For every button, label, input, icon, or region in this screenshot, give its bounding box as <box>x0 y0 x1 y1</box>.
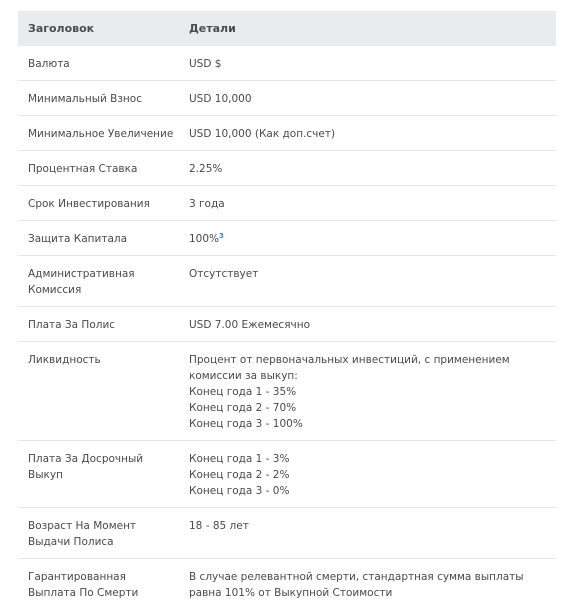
detail-text: Конец года 1 - 35% <box>189 386 297 398</box>
detail-text: USD 7.00 Ежемесячно <box>189 319 311 331</box>
detail-line <box>189 161 552 177</box>
row-details <box>179 342 556 441</box>
row-details <box>179 186 556 221</box>
row-label: Плата За Полис <box>18 307 179 342</box>
detail-text: 3 года <box>189 198 225 210</box>
detail-line <box>189 126 552 142</box>
detail-text: Конец года 3 - 100% <box>189 418 303 430</box>
row-label: Ликвидность <box>18 342 179 441</box>
row-details <box>179 559 556 610</box>
header-details: Детали <box>179 11 556 46</box>
detail-line <box>189 518 552 534</box>
detail-text: 2.25% <box>189 163 223 175</box>
table-row <box>18 46 556 81</box>
table-row <box>18 441 556 508</box>
row-label: Валюта <box>18 46 179 81</box>
detail-text: Конец года 2 - 70% <box>189 402 297 414</box>
row-label: Гарантированная Выплата По Смерти <box>28 571 139 599</box>
detail-text: Конец года 3 - 0% <box>189 485 290 497</box>
row-label: Процентная Ставка <box>18 151 179 186</box>
row-details <box>179 81 556 116</box>
table-row <box>18 116 556 151</box>
detail-text: Конец года 1 - 3% <box>189 453 290 465</box>
detail-line <box>189 317 552 333</box>
header-title: Заголовок <box>18 11 179 46</box>
detail-text: USD 10,000 (Как доп.счет) <box>189 128 336 140</box>
row-label: Минимальное Увеличение <box>18 116 179 151</box>
row-details <box>179 307 556 342</box>
detail-line <box>189 231 552 247</box>
detail-line <box>189 91 552 107</box>
detail-text: 18 - 85 лет <box>189 520 249 532</box>
detail-line <box>189 467 552 483</box>
detail-line <box>189 196 552 212</box>
detail-line <box>189 266 552 282</box>
footnote-marker[interactable]: 3 <box>219 232 224 240</box>
table-row <box>18 256 556 307</box>
detail-line <box>189 352 552 384</box>
row-details <box>179 221 556 256</box>
detail-text: USD 10,000 <box>189 93 252 105</box>
row-label: Плата За Досрочный Выкуп <box>18 441 179 508</box>
detail-line <box>189 451 552 467</box>
row-details <box>179 256 556 307</box>
detail-line <box>189 56 552 72</box>
detail-text: Отсутствует <box>189 268 259 280</box>
detail-line <box>189 569 552 601</box>
product-details-table <box>18 11 556 609</box>
detail-line <box>189 416 552 432</box>
row-details <box>179 508 556 559</box>
detail-text: Процент от первоначальных инвестиций, с применением комиссии за выкуп: <box>189 354 510 382</box>
row-details <box>179 116 556 151</box>
detail-line <box>189 384 552 400</box>
detail-line <box>189 400 552 416</box>
row-label: Административная Комиссия <box>18 256 179 307</box>
row-details <box>179 151 556 186</box>
table-row <box>18 151 556 186</box>
row-label: Минимальный Взнос <box>18 81 179 116</box>
row-label: Возраст На Момент Выдачи Полиса <box>18 508 179 559</box>
row-details <box>179 46 556 81</box>
table-row <box>18 342 556 441</box>
row-label: Защита Капитала <box>18 221 179 256</box>
detail-text: Конец года 2 - 2% <box>189 469 290 481</box>
table-row <box>18 186 556 221</box>
row-details <box>179 441 556 508</box>
detail-line <box>189 483 552 499</box>
product-details-table-wrapper <box>18 11 556 609</box>
detail-text: USD $ <box>189 58 222 70</box>
table-row <box>18 508 556 559</box>
detail-text: В случае релевантной смерти, стандартная сумма выплаты равна 101% от Выкупной Стоимости <box>189 571 524 599</box>
table-header-row <box>18 11 556 46</box>
table-row <box>18 559 556 610</box>
row-label: Срок Инвестирования <box>18 186 179 221</box>
table-row <box>18 307 556 342</box>
detail-text: 100% <box>189 233 220 245</box>
table-row <box>18 81 556 116</box>
table-row <box>18 221 556 256</box>
